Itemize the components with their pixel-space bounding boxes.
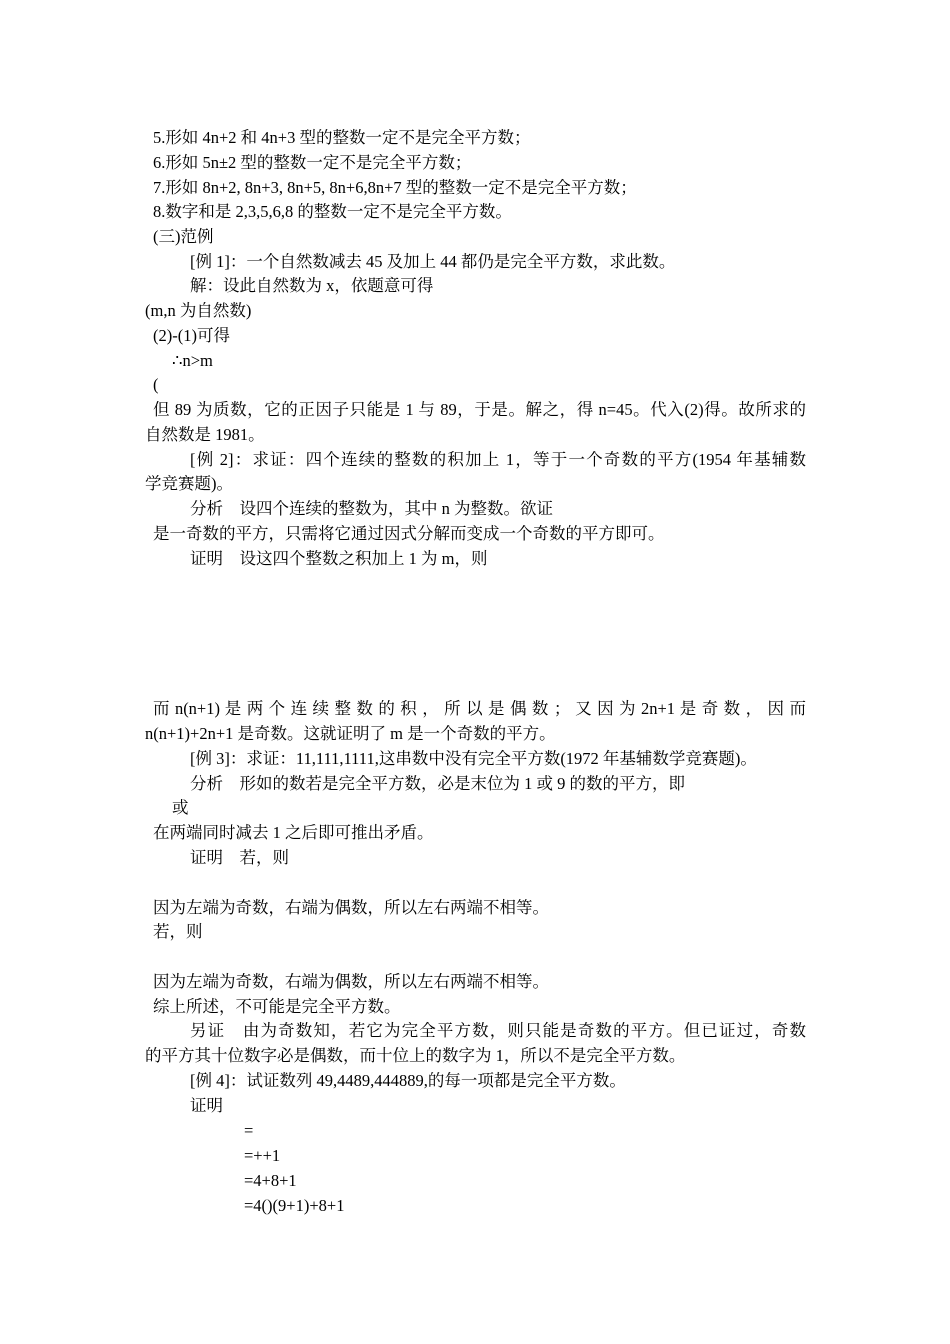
text-line: n(n+1)+2n+1 是奇数。这就证明了 m 是一个奇数的平方。 [145,724,556,743]
text-line: ∴n>m [172,351,213,370]
text-line: ( [153,375,159,394]
text-line: (m,n 为自然数) [145,301,252,320]
example-1-title: [例 1]：一个自然数减去 45 及加上 44 都仍是完全平方数，求此数。 [190,252,676,271]
text-line: 分析 形如的数若是完全平方数，必是末位为 1 或 9 的数的平方，即 [190,774,685,793]
text-line: 或 [172,798,189,817]
text-line: (2)-(1)可得 [153,326,230,345]
example-3-title: [例 3]：求证：11,111,1111,这串数中没有完全平方数(1972 年基辅数学竞赛题)。 [190,749,757,768]
text-line: 因为左端为奇数，右端为偶数，所以左右两端不相等。 [153,898,549,917]
example-4-title: [例 4]：试证数列 49,4489,444889,的每一项都是完全平方数。 [190,1071,626,1090]
equation-line: =++1 [244,1146,281,1165]
text-line: 5.形如 4n+2 和 4n+3 型的整数一定不是完全平方数； [153,128,531,147]
text-line: 证明 设这四个整数之积加上 1 为 m，则 [190,549,488,568]
equation-line: =4+8+1 [244,1171,297,1190]
text-line: 但 89 为质数，它的正因子只能是 1 与 89，于是。解之，得 n=45。代入(2)得。故所求的 [153,400,806,419]
text-line: 解：设此自然数为 x，依题意可得 [190,276,434,295]
text-line: 自然数是 1981。 [145,425,265,444]
text-line: 另证 由为奇数知，若它为完全平方数，则只能是奇数的平方。但已证过，奇数 [190,1021,806,1040]
example-2-title: [例 2]：求证：四个连续的整数的积加上 1，等于一个奇数的平方(1954 年基辅数 [190,450,806,469]
text-line: 综上所述，不可能是完全平方数。 [153,997,401,1016]
text-line: 8.数字和是 2,3,5,6,8 的整数一定不是完全平方数。 [153,202,512,221]
text-line: 学竞赛题)。 [145,474,233,493]
text-line: 分析 设四个连续的整数为，其中 n 为整数。欲证 [190,499,553,518]
equation-line: =4()(9+1)+8+1 [244,1196,345,1215]
text-line: 因为左端为奇数，右端为偶数，所以左右两端不相等。 [153,972,549,991]
text-line: 7.形如 8n+2, 8n+3, 8n+5, 8n+6,8n+7 型的整数一定不是完全平方数； [153,178,637,197]
text-line: 是一奇数的平方，只需将它通过因式分解而变成一个奇数的平方即可。 [153,524,665,543]
text-line: 证明 若，则 [190,848,289,867]
text-line: 若，则 [153,922,203,941]
text-line: 的平方其十位数字必是偶数，而十位上的数字为 1，所以不是完全平方数。 [145,1046,686,1065]
text-line: 6.形如 5n±2 型的整数一定不是完全平方数； [153,153,472,172]
text-line: 证明 [190,1096,223,1115]
text-line: 而 n(n+1) 是 两 个 连 续 整 数 的 积 ， 所 以 是 偶 数 ； 又 因 为 2n+1 是 奇 数 ， 因 而 [153,699,806,718]
text-line: 在两端同时减去 1 之后即可推出矛盾。 [153,823,434,842]
equation-line: = [244,1121,254,1140]
section-heading: (三)范例 [153,227,214,246]
